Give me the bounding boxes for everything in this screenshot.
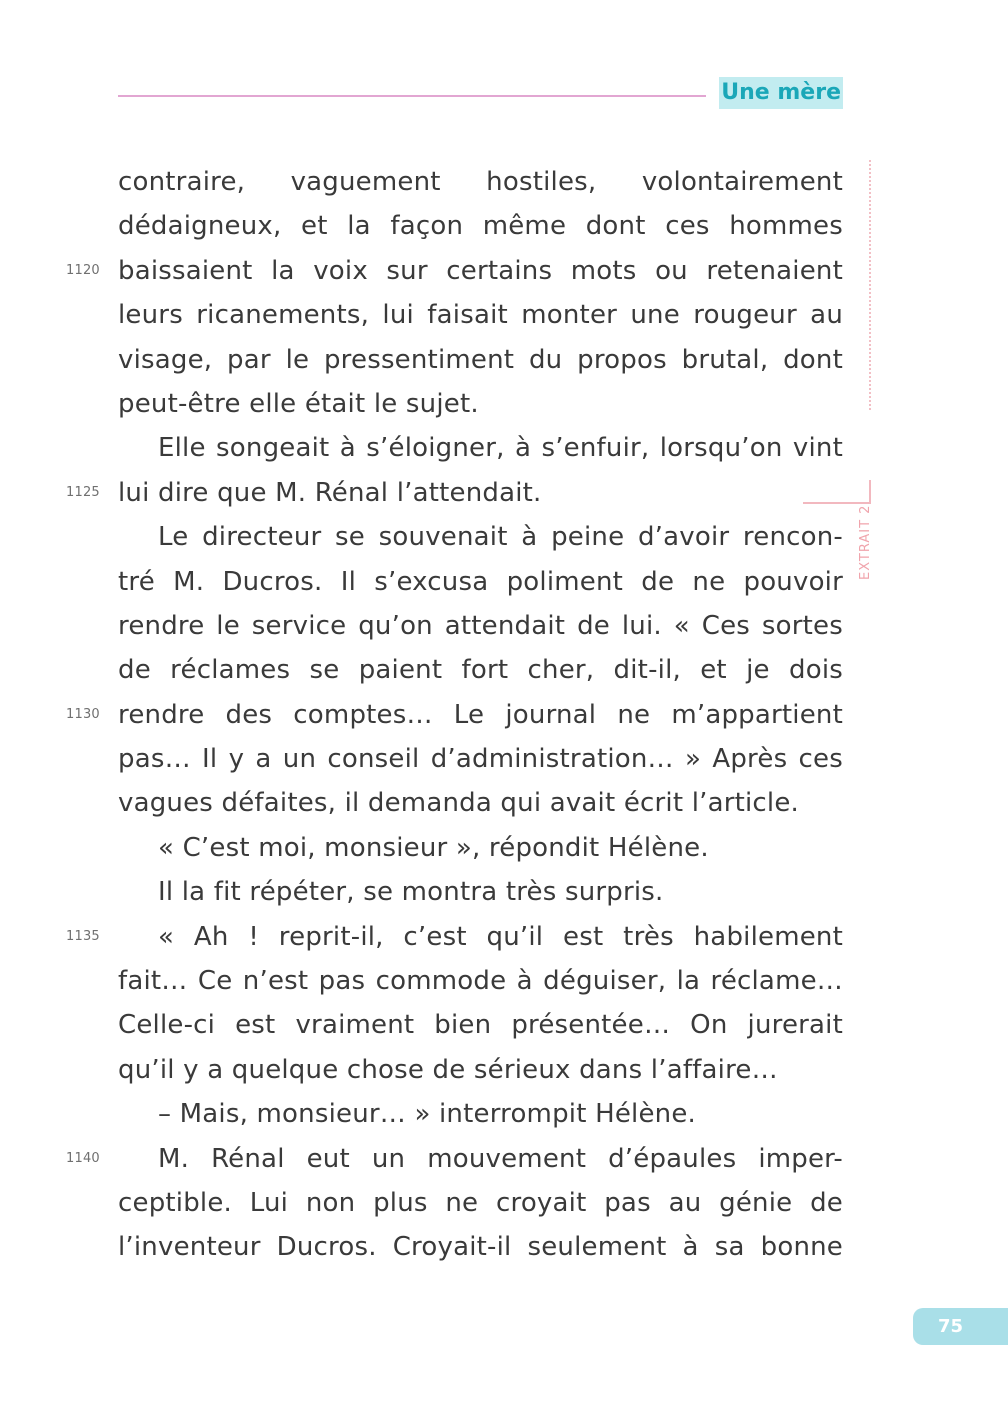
text-line xyxy=(118,1225,843,1269)
line-text: rendre des comptes… Le journal ne m’appartient xyxy=(118,699,843,730)
line-text: vagues défaites, il demanda qui avait écrit l’article. xyxy=(118,788,800,819)
text-line xyxy=(118,870,843,914)
line-text: M. Rénal eut un mouvement d’épaules imper- xyxy=(158,1143,843,1174)
page-number: 75 xyxy=(913,1308,1008,1345)
text-line xyxy=(118,1092,843,1136)
text-line xyxy=(118,338,843,382)
text-line xyxy=(118,560,843,604)
line-text: fait… Ce n’est pas commode à déguiser, la réclame… xyxy=(118,966,843,997)
line-text: baissaient la voix sur certains mots ou retenaient xyxy=(118,255,843,286)
line-text: de réclames se paient fort cher, dit-il, et je dois xyxy=(118,655,843,686)
line-text: qu’il y a quelque chose de sérieux dans l’affaire… xyxy=(118,1054,778,1085)
text-line xyxy=(66,1137,843,1181)
line-text: « Ah ! reprit-il, c’est qu’il est très habilement xyxy=(158,921,843,952)
line-text: « C’est moi, monsieur », répondit Hélène. xyxy=(158,832,709,863)
text-line xyxy=(118,737,843,781)
line-text: pas… Il y a un conseil d’administration… » Après ces xyxy=(118,744,843,775)
line-number: 1135 xyxy=(66,928,100,944)
text-line xyxy=(118,604,843,648)
line-text: rendre le service qu’on attendait de lui. « Ces sortes xyxy=(118,610,843,641)
line-text: – Mais, monsieur… » interrompit Hélène. xyxy=(158,1099,696,1130)
text-line xyxy=(118,826,843,870)
line-text: Celle-ci est vraiment bien présentée… On jurerait xyxy=(118,1010,843,1041)
text-line xyxy=(118,1048,843,1092)
chapter-title: Une mère xyxy=(719,77,843,109)
text-line xyxy=(118,293,843,337)
line-number: 1120 xyxy=(66,262,100,278)
text-line xyxy=(118,382,843,426)
line-text: Le directeur se souvenait à peine d’avoir rencon- xyxy=(158,522,843,553)
text-line xyxy=(118,1003,843,1047)
text-line xyxy=(118,781,843,825)
line-text: contraire, vaguement hostiles, volontairement xyxy=(118,167,843,197)
text-line xyxy=(118,648,843,692)
text-line xyxy=(66,693,843,737)
line-text: dédaigneux, et la façon même dont ces hommes xyxy=(118,211,843,242)
extract-label: EXTRAIT 2 xyxy=(858,504,873,580)
text-line xyxy=(118,204,843,248)
line-text: peut-être elle était le sujet. xyxy=(118,388,479,419)
line-text: Il la fit répéter, se montra très surpris. xyxy=(158,877,664,908)
line-text: leurs ricanements, lui faisait monter une rougeur au xyxy=(118,300,843,331)
line-text: ceptible. Lui non plus ne croyait pas au génie de xyxy=(118,1187,843,1218)
line-text: tré M. Ducros. Il s’excusa poliment de ne pouvoir xyxy=(118,566,843,597)
text-line xyxy=(118,1181,843,1225)
line-number: 1125 xyxy=(66,484,100,500)
line-text: Elle songeait à s’éloigner, à s’enfuir, lorsqu’on vint xyxy=(158,433,843,464)
header-rule xyxy=(118,95,706,97)
text-line xyxy=(118,515,843,559)
text-line xyxy=(118,959,843,1003)
text-line xyxy=(66,471,843,515)
text-line xyxy=(118,426,843,470)
side-bar xyxy=(869,480,871,504)
line-text: lui dire que M. Rénal l’attendait. xyxy=(118,477,542,508)
text-line xyxy=(118,160,843,204)
text-line xyxy=(66,915,843,959)
line-number: 1130 xyxy=(66,706,100,722)
line-text: visage, par le pressentiment du propos brutal, dont xyxy=(118,344,843,375)
text-line xyxy=(66,249,843,293)
line-text: l’inventeur Ducros. Croyait-il seulement à sa bonne xyxy=(118,1232,843,1263)
side-dotted-line xyxy=(869,160,871,410)
body-text xyxy=(66,160,843,1270)
line-number: 1140 xyxy=(66,1150,100,1166)
